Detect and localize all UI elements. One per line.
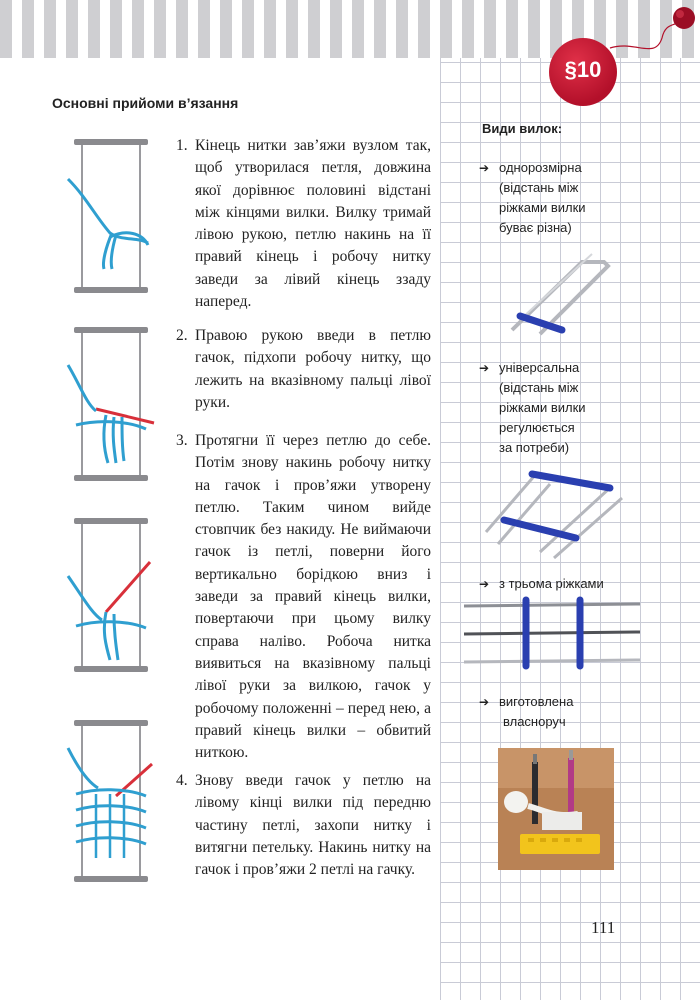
step-number: 1.: [176, 137, 188, 154]
step-number: 4.: [176, 772, 188, 789]
arrow-right-icon: ➔: [479, 161, 490, 175]
step-text: Правою рукою введи в петлю гачок, підхопи робочу нитку, що лежить на вказівному пальці лівої руки.: [195, 327, 431, 411]
sidebar-title: Види вилок:: [482, 121, 563, 136]
fork-type-desc: буває різна): [499, 220, 572, 235]
fork-type-desc: регулюється: [499, 420, 575, 435]
step-1: [176, 135, 431, 313]
fork-type-label: з трьома ріжками: [499, 576, 604, 591]
fork-type-desc: ріжками вилки: [499, 200, 586, 215]
step-text: Протягни її через петлю до себе. Потім знову накинь робочу нитку на гачок і пров’яжи утворену петлю. Таким чином вийде стовпчик без накиду. Не виймаючи гачок із петлі, поверни його вертикально борідкою вниз і заведи за правий кінець вилки, повертаючи при цьому вилку справа наліво. Робоча нитка виявиться на вказівному пальці лівої руки за вилкою, гачок у робочому положенні – перед нею, а правий кінець вилки – обвитий ниткою.: [195, 432, 431, 762]
fork-type-universal: [479, 358, 586, 458]
fork-type-handmade: [479, 692, 573, 732]
universal-fork-image: [480, 462, 630, 562]
single-size-fork-image: [500, 252, 620, 342]
fork-type-three-prong: [479, 574, 604, 594]
step-4: [176, 770, 431, 881]
handmade-fork-photo: [498, 748, 614, 870]
step-3-illustration: [66, 516, 156, 676]
fork-type-label: універсальна: [499, 360, 580, 375]
section-title: Основні прийоми в’язання: [52, 95, 239, 111]
section-badge-label: §10: [564, 57, 602, 82]
step-text: Знову введи гачок у петлю на лівому кінці вилки під передню частину петлі, захопи нитку і витягни петельку. Накинь нитку на гачок і пров’яжи 2 петлі на гачку.: [195, 772, 431, 879]
fork-type-label: однорозмірна: [499, 160, 582, 175]
step-1-illustration: [66, 137, 156, 297]
three-prong-fork-image: [462, 596, 642, 670]
fork-type-desc: ріжками вилки: [499, 400, 586, 415]
step-2-illustration: [66, 325, 156, 485]
arrow-right-icon: ➔: [479, 577, 490, 591]
arrow-right-icon: ➔: [479, 361, 490, 375]
page-number: 111: [591, 918, 616, 937]
step-4-illustration: [66, 718, 156, 888]
fork-type-single-size: [479, 158, 586, 238]
step-text: Кінець нитки зав’яжи вузлом так, щоб утворилася петля, довжина якої дорівнює половині відстані між кінцями вилки. Вилку тримай лівою рукою, петлю накинь на її правий кінець і робочу нитку заведи за лівий кінець ззаду наперед.: [195, 137, 431, 311]
step-number: 3.: [176, 432, 188, 449]
fork-type-desc: за потреби): [499, 440, 570, 455]
arrow-right-icon: ➔: [479, 695, 490, 709]
step-3: [176, 430, 431, 764]
fork-type-desc: (відстань між: [499, 180, 579, 195]
fork-type-label: виготовлена: [499, 694, 574, 709]
step-number: 2.: [176, 327, 188, 344]
step-2: [176, 325, 431, 414]
fork-type-desc: (відстань між: [499, 380, 579, 395]
fork-type-desc: власноруч: [503, 714, 566, 729]
